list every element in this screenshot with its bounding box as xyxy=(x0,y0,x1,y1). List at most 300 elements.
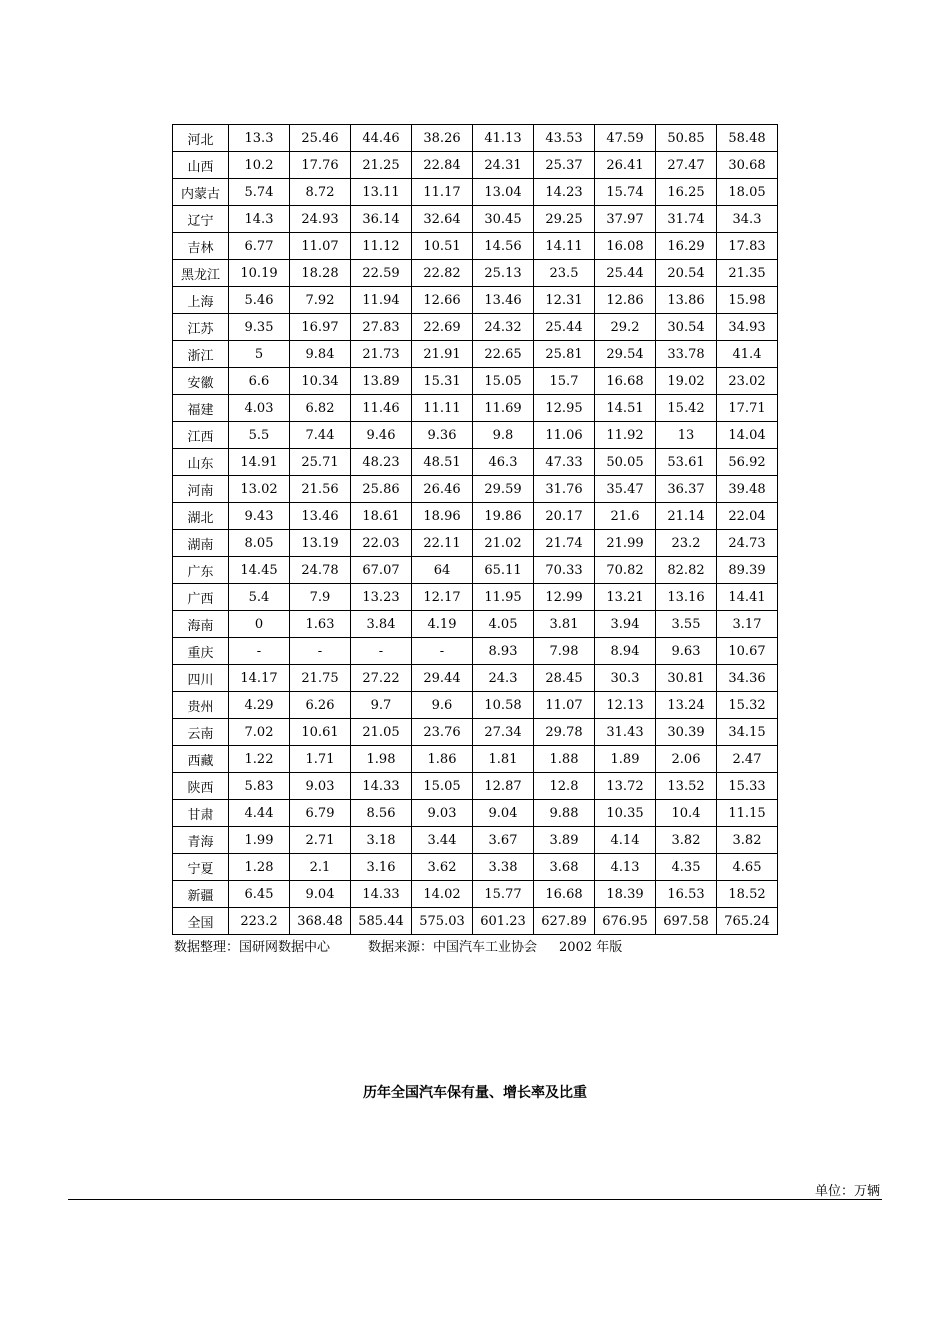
value-cell: 12.31 xyxy=(534,287,595,314)
value-cell: 9.6 xyxy=(412,692,473,719)
value-cell: 33.78 xyxy=(656,341,717,368)
value-cell: 37.97 xyxy=(595,206,656,233)
section-title: 历年全国汽车保有量、增长率及比重 xyxy=(363,1085,587,1101)
value-cell: 11.15 xyxy=(717,800,778,827)
value-cell: 21.05 xyxy=(351,719,412,746)
value-cell: 58.48 xyxy=(717,125,778,152)
table-row xyxy=(173,125,778,152)
province-cell: 甘肃 xyxy=(173,800,229,827)
value-cell: 3.16 xyxy=(351,854,412,881)
table-row xyxy=(173,503,778,530)
value-cell: 11.07 xyxy=(290,233,351,260)
value-cell: 14.56 xyxy=(473,233,534,260)
province-cell: 重庆 xyxy=(173,638,229,665)
value-cell: 44.46 xyxy=(351,125,412,152)
value-cell: 15.42 xyxy=(656,395,717,422)
value-cell: 13 xyxy=(656,422,717,449)
value-cell: 16.68 xyxy=(534,881,595,908)
value-cell: 23.02 xyxy=(717,368,778,395)
province-cell: 浙江 xyxy=(173,341,229,368)
table-row xyxy=(173,746,778,773)
table-row xyxy=(173,773,778,800)
province-cell: 云南 xyxy=(173,719,229,746)
value-cell: 20.17 xyxy=(534,503,595,530)
value-cell: 18.52 xyxy=(717,881,778,908)
value-cell: 15.7 xyxy=(534,368,595,395)
value-cell: 1.86 xyxy=(412,746,473,773)
value-cell: 13.24 xyxy=(656,692,717,719)
value-cell: 5.74 xyxy=(229,179,290,206)
value-cell: 22.84 xyxy=(412,152,473,179)
value-cell: 38.26 xyxy=(412,125,473,152)
province-cell: 江西 xyxy=(173,422,229,449)
value-cell: 21.91 xyxy=(412,341,473,368)
value-cell: 24.31 xyxy=(473,152,534,179)
value-cell: 10.67 xyxy=(717,638,778,665)
value-cell: 16.53 xyxy=(656,881,717,908)
value-cell: 21.73 xyxy=(351,341,412,368)
value-cell: 15.33 xyxy=(717,773,778,800)
value-cell: 17.83 xyxy=(717,233,778,260)
value-cell: 31.76 xyxy=(534,476,595,503)
value-cell: 24.93 xyxy=(290,206,351,233)
value-cell: 20.54 xyxy=(656,260,717,287)
province-cell: 湖北 xyxy=(173,503,229,530)
value-cell: 11.69 xyxy=(473,395,534,422)
value-cell: 24.73 xyxy=(717,530,778,557)
value-cell: 1.98 xyxy=(351,746,412,773)
vehicle-ownership-table xyxy=(172,124,778,935)
value-cell: 22.82 xyxy=(412,260,473,287)
province-cell: 吉林 xyxy=(173,233,229,260)
unit-label: 单位：万辆 xyxy=(814,1184,880,1199)
value-cell: 65.11 xyxy=(473,557,534,584)
value-cell: 26.41 xyxy=(595,152,656,179)
value-cell: 7.9 xyxy=(290,584,351,611)
table-row xyxy=(173,584,778,611)
value-cell: 14.17 xyxy=(229,665,290,692)
value-cell: 30.3 xyxy=(595,665,656,692)
value-cell: 3.82 xyxy=(717,827,778,854)
value-cell: 8.05 xyxy=(229,530,290,557)
value-cell: 15.32 xyxy=(717,692,778,719)
value-cell: 3.44 xyxy=(412,827,473,854)
value-cell: 30.68 xyxy=(717,152,778,179)
value-cell: 25.81 xyxy=(534,341,595,368)
value-cell: 13.89 xyxy=(351,368,412,395)
value-cell: 9.36 xyxy=(412,422,473,449)
value-cell: 17.76 xyxy=(290,152,351,179)
value-cell: 9.04 xyxy=(473,800,534,827)
value-cell: 21.99 xyxy=(595,530,656,557)
province-cell: 辽宁 xyxy=(173,206,229,233)
value-cell: 36.14 xyxy=(351,206,412,233)
value-cell: 21.25 xyxy=(351,152,412,179)
value-cell: 6.45 xyxy=(229,881,290,908)
value-cell: 9.03 xyxy=(290,773,351,800)
value-cell: 12.95 xyxy=(534,395,595,422)
value-cell: 7.44 xyxy=(290,422,351,449)
value-cell: 23.76 xyxy=(412,719,473,746)
value-cell: 13.19 xyxy=(290,530,351,557)
province-cell: 四川 xyxy=(173,665,229,692)
value-cell: 11.92 xyxy=(595,422,656,449)
value-cell: 34.15 xyxy=(717,719,778,746)
value-cell: 9.43 xyxy=(229,503,290,530)
value-cell: 25.44 xyxy=(534,314,595,341)
value-cell: 3.94 xyxy=(595,611,656,638)
table-row xyxy=(173,287,778,314)
value-cell: 10.34 xyxy=(290,368,351,395)
value-cell: 15.05 xyxy=(412,773,473,800)
value-cell: - xyxy=(290,638,351,665)
value-cell: 29.78 xyxy=(534,719,595,746)
value-cell: 14.33 xyxy=(351,773,412,800)
value-cell: 14.3 xyxy=(229,206,290,233)
province-cell: 新疆 xyxy=(173,881,229,908)
value-cell: 25.13 xyxy=(473,260,534,287)
value-cell: 14.33 xyxy=(351,881,412,908)
table-row xyxy=(173,233,778,260)
value-cell: 2.47 xyxy=(717,746,778,773)
value-cell: 13.16 xyxy=(656,584,717,611)
value-cell: 3.17 xyxy=(717,611,778,638)
value-cell: 6.26 xyxy=(290,692,351,719)
value-cell: 21.02 xyxy=(473,530,534,557)
value-cell: 29.54 xyxy=(595,341,656,368)
value-cell: 41.13 xyxy=(473,125,534,152)
value-cell: 13.86 xyxy=(656,287,717,314)
value-cell: 1.89 xyxy=(595,746,656,773)
value-cell: 25.46 xyxy=(290,125,351,152)
value-cell: 13.21 xyxy=(595,584,656,611)
province-cell: 广东 xyxy=(173,557,229,584)
value-cell: 64 xyxy=(412,557,473,584)
source-note xyxy=(174,936,622,955)
table-row xyxy=(173,314,778,341)
value-cell: 676.95 xyxy=(595,908,656,935)
value-cell: 1.63 xyxy=(290,611,351,638)
value-cell: 11.17 xyxy=(412,179,473,206)
value-cell: 34.3 xyxy=(717,206,778,233)
value-cell: 13.46 xyxy=(473,287,534,314)
value-cell: 25.37 xyxy=(534,152,595,179)
value-cell: 12.66 xyxy=(412,287,473,314)
value-cell: 3.84 xyxy=(351,611,412,638)
value-cell: 11.11 xyxy=(412,395,473,422)
value-cell: 5.5 xyxy=(229,422,290,449)
value-cell: 18.61 xyxy=(351,503,412,530)
value-cell: 26.46 xyxy=(412,476,473,503)
value-cell: 1.81 xyxy=(473,746,534,773)
value-cell: 22.04 xyxy=(717,503,778,530)
value-cell: 25.71 xyxy=(290,449,351,476)
value-cell: 14.11 xyxy=(534,233,595,260)
value-cell: 13.46 xyxy=(290,503,351,530)
value-cell: 19.86 xyxy=(473,503,534,530)
table-row xyxy=(173,179,778,206)
table-row xyxy=(173,260,778,287)
value-cell: 13.23 xyxy=(351,584,412,611)
value-cell: 18.96 xyxy=(412,503,473,530)
value-cell: 12.8 xyxy=(534,773,595,800)
value-cell: 8.94 xyxy=(595,638,656,665)
value-cell: 27.83 xyxy=(351,314,412,341)
value-cell: 4.05 xyxy=(473,611,534,638)
value-cell: 14.45 xyxy=(229,557,290,584)
value-cell: 13.02 xyxy=(229,476,290,503)
value-cell: 34.36 xyxy=(717,665,778,692)
value-cell: 10.2 xyxy=(229,152,290,179)
value-cell: 9.63 xyxy=(656,638,717,665)
value-cell: 13.72 xyxy=(595,773,656,800)
value-cell: 21.35 xyxy=(717,260,778,287)
value-cell: 5 xyxy=(229,341,290,368)
value-cell: 36.37 xyxy=(656,476,717,503)
province-cell: 全国 xyxy=(173,908,229,935)
value-cell: 14.51 xyxy=(595,395,656,422)
value-cell: 21.56 xyxy=(290,476,351,503)
data-compiler: 数据整理：国研网数据中心 xyxy=(174,940,331,955)
value-cell: 765.24 xyxy=(717,908,778,935)
value-cell: 16.29 xyxy=(656,233,717,260)
value-cell: 14.04 xyxy=(717,422,778,449)
table-row xyxy=(173,557,778,584)
province-cell: 西藏 xyxy=(173,746,229,773)
value-cell: 6.77 xyxy=(229,233,290,260)
value-cell: 18.39 xyxy=(595,881,656,908)
value-cell: 7.02 xyxy=(229,719,290,746)
value-cell: 14.91 xyxy=(229,449,290,476)
value-cell: 22.11 xyxy=(412,530,473,557)
value-cell: 9.46 xyxy=(351,422,412,449)
province-cell: 山东 xyxy=(173,449,229,476)
value-cell: 15.98 xyxy=(717,287,778,314)
value-cell: 16.97 xyxy=(290,314,351,341)
value-cell: 27.22 xyxy=(351,665,412,692)
value-cell: 15.74 xyxy=(595,179,656,206)
value-cell: 1.28 xyxy=(229,854,290,881)
value-cell: 32.64 xyxy=(412,206,473,233)
value-cell: 5.46 xyxy=(229,287,290,314)
value-cell: 7.92 xyxy=(290,287,351,314)
table-row xyxy=(173,719,778,746)
value-cell: 10.4 xyxy=(656,800,717,827)
table-row xyxy=(173,665,778,692)
value-cell: 1.71 xyxy=(290,746,351,773)
value-cell: 1.99 xyxy=(229,827,290,854)
value-cell: 9.04 xyxy=(290,881,351,908)
value-cell: 2.1 xyxy=(290,854,351,881)
table-row xyxy=(173,800,778,827)
value-cell: 22.59 xyxy=(351,260,412,287)
value-cell: 8.93 xyxy=(473,638,534,665)
table-row xyxy=(173,152,778,179)
value-cell: 28.45 xyxy=(534,665,595,692)
table-row xyxy=(173,449,778,476)
value-cell: 11.07 xyxy=(534,692,595,719)
value-cell: 34.93 xyxy=(717,314,778,341)
value-cell: 9.35 xyxy=(229,314,290,341)
value-cell: 23.5 xyxy=(534,260,595,287)
province-cell: 河南 xyxy=(173,476,229,503)
value-cell: 10.51 xyxy=(412,233,473,260)
province-cell: 山西 xyxy=(173,152,229,179)
value-cell: 24.3 xyxy=(473,665,534,692)
value-cell: 12.99 xyxy=(534,584,595,611)
province-cell: 贵州 xyxy=(173,692,229,719)
value-cell: 18.28 xyxy=(290,260,351,287)
value-cell: 19.02 xyxy=(656,368,717,395)
value-cell: 4.03 xyxy=(229,395,290,422)
value-cell: 22.69 xyxy=(412,314,473,341)
value-cell: 601.23 xyxy=(473,908,534,935)
value-cell: 31.43 xyxy=(595,719,656,746)
value-cell: 43.53 xyxy=(534,125,595,152)
value-cell: 50.85 xyxy=(656,125,717,152)
value-cell: 5.4 xyxy=(229,584,290,611)
value-cell: 30.54 xyxy=(656,314,717,341)
value-cell: - xyxy=(412,638,473,665)
value-cell: 21.74 xyxy=(534,530,595,557)
table-row xyxy=(173,476,778,503)
value-cell: 31.74 xyxy=(656,206,717,233)
value-cell: 1.88 xyxy=(534,746,595,773)
value-cell: 575.03 xyxy=(412,908,473,935)
table-row xyxy=(173,854,778,881)
value-cell: 82.82 xyxy=(656,557,717,584)
value-cell: - xyxy=(229,638,290,665)
value-cell: 29.2 xyxy=(595,314,656,341)
value-cell: 16.25 xyxy=(656,179,717,206)
value-cell: 12.13 xyxy=(595,692,656,719)
value-cell: 1.22 xyxy=(229,746,290,773)
value-cell: 89.39 xyxy=(717,557,778,584)
value-cell: 70.82 xyxy=(595,557,656,584)
value-cell: 12.87 xyxy=(473,773,534,800)
value-cell: 30.81 xyxy=(656,665,717,692)
province-cell: 上海 xyxy=(173,287,229,314)
value-cell: 53.61 xyxy=(656,449,717,476)
province-cell: 黑龙江 xyxy=(173,260,229,287)
value-cell: 17.71 xyxy=(717,395,778,422)
value-cell: 12.17 xyxy=(412,584,473,611)
value-cell: 4.19 xyxy=(412,611,473,638)
value-cell: 29.59 xyxy=(473,476,534,503)
value-cell: 11.95 xyxy=(473,584,534,611)
value-cell: 47.59 xyxy=(595,125,656,152)
value-cell: 3.55 xyxy=(656,611,717,638)
value-cell: 18.05 xyxy=(717,179,778,206)
table-row xyxy=(173,827,778,854)
value-cell: 3.38 xyxy=(473,854,534,881)
value-cell: 70.33 xyxy=(534,557,595,584)
value-cell: 9.84 xyxy=(290,341,351,368)
value-cell: 27.47 xyxy=(656,152,717,179)
value-cell: 9.8 xyxy=(473,422,534,449)
value-cell: 6.79 xyxy=(290,800,351,827)
province-cell: 安徽 xyxy=(173,368,229,395)
value-cell: 14.02 xyxy=(412,881,473,908)
value-cell: 3.82 xyxy=(656,827,717,854)
value-cell: 41.4 xyxy=(717,341,778,368)
value-cell: 39.48 xyxy=(717,476,778,503)
table-row xyxy=(173,692,778,719)
divider xyxy=(68,1199,882,1200)
value-cell: 8.56 xyxy=(351,800,412,827)
value-cell: 3.18 xyxy=(351,827,412,854)
province-cell: 海南 xyxy=(173,611,229,638)
value-cell: 4.14 xyxy=(595,827,656,854)
table-row xyxy=(173,395,778,422)
value-cell: 29.25 xyxy=(534,206,595,233)
value-cell: 13.52 xyxy=(656,773,717,800)
table-row xyxy=(173,908,778,935)
value-cell: 6.82 xyxy=(290,395,351,422)
table-row xyxy=(173,206,778,233)
data-edition: 2002 年版 xyxy=(559,940,623,955)
value-cell: 4.44 xyxy=(229,800,290,827)
value-cell: 2.06 xyxy=(656,746,717,773)
table-row xyxy=(173,881,778,908)
value-cell: 46.3 xyxy=(473,449,534,476)
table-row xyxy=(173,638,778,665)
province-cell: 福建 xyxy=(173,395,229,422)
value-cell: 4.29 xyxy=(229,692,290,719)
value-cell: - xyxy=(351,638,412,665)
value-cell: 48.23 xyxy=(351,449,412,476)
value-cell: 5.83 xyxy=(229,773,290,800)
value-cell: 13.04 xyxy=(473,179,534,206)
value-cell: 585.44 xyxy=(351,908,412,935)
value-cell: 2.71 xyxy=(290,827,351,854)
value-cell: 16.68 xyxy=(595,368,656,395)
value-cell: 25.86 xyxy=(351,476,412,503)
table-body xyxy=(173,125,778,935)
value-cell: 16.08 xyxy=(595,233,656,260)
value-cell: 10.35 xyxy=(595,800,656,827)
province-cell: 江苏 xyxy=(173,314,229,341)
value-cell: 4.13 xyxy=(595,854,656,881)
value-cell: 48.51 xyxy=(412,449,473,476)
table-row xyxy=(173,611,778,638)
value-cell: 21.6 xyxy=(595,503,656,530)
value-cell: 67.07 xyxy=(351,557,412,584)
province-cell: 广西 xyxy=(173,584,229,611)
value-cell: 3.67 xyxy=(473,827,534,854)
value-cell: 697.58 xyxy=(656,908,717,935)
value-cell: 15.31 xyxy=(412,368,473,395)
value-cell: 14.41 xyxy=(717,584,778,611)
value-cell: 11.46 xyxy=(351,395,412,422)
table-row xyxy=(173,422,778,449)
value-cell: 21.75 xyxy=(290,665,351,692)
value-cell: 12.86 xyxy=(595,287,656,314)
value-cell: 13.11 xyxy=(351,179,412,206)
value-cell: 223.2 xyxy=(229,908,290,935)
value-cell: 13.3 xyxy=(229,125,290,152)
value-cell: 7.98 xyxy=(534,638,595,665)
value-cell: 27.34 xyxy=(473,719,534,746)
table-row xyxy=(173,530,778,557)
table-row xyxy=(173,341,778,368)
value-cell: 15.77 xyxy=(473,881,534,908)
province-cell: 内蒙古 xyxy=(173,179,229,206)
value-cell: 8.72 xyxy=(290,179,351,206)
value-cell: 3.89 xyxy=(534,827,595,854)
value-cell: 24.78 xyxy=(290,557,351,584)
value-cell: 24.32 xyxy=(473,314,534,341)
